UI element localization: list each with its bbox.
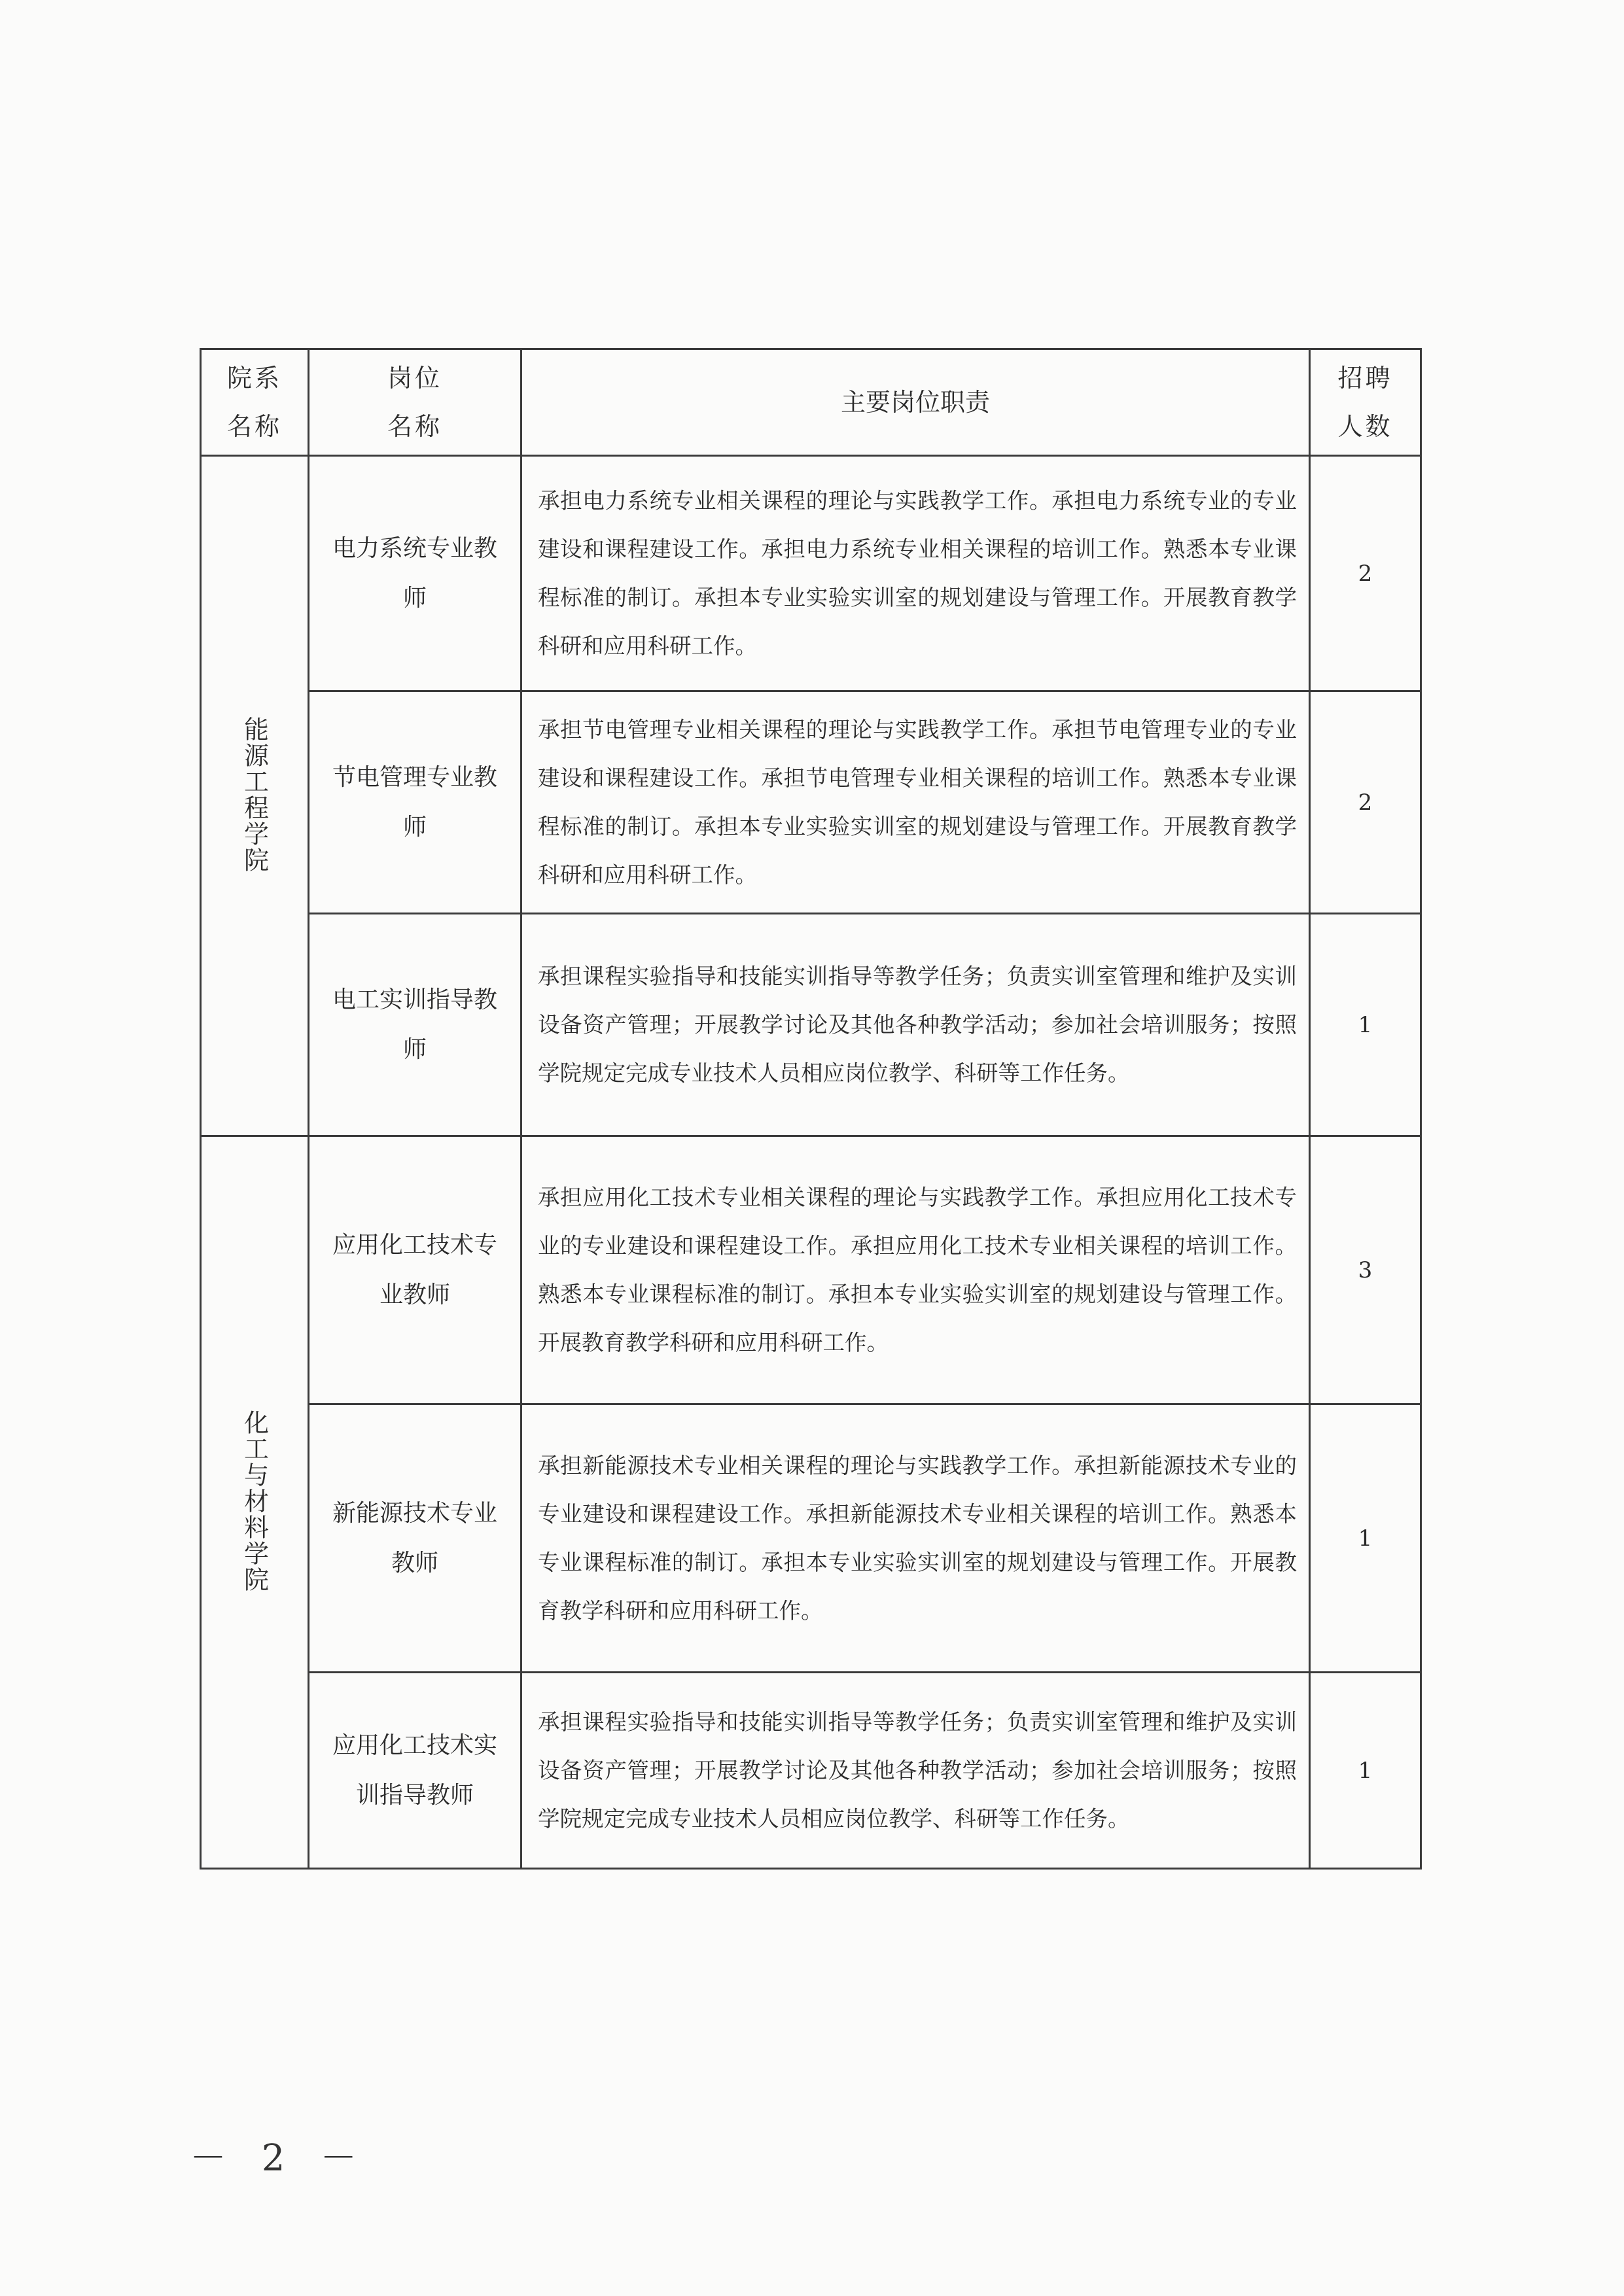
header-dept-line2: 名称 [226,412,282,441]
duty-cell: 承担课程实验指导和技能实训指导等教学任务；负责实训室管理和维护及实训设备资产管理；开展教学讨论及其他各种教学活动；参加社会培训服务；按照学院规定完成专业技术人员相应岗位教学、科研等工作任务。 [521,1673,1310,1869]
header-post [309,349,521,456]
post-cell: 节电管理专业教师 [309,691,521,914]
count-cell: 2 [1310,691,1421,914]
header-count-line2: 人数 [1337,412,1393,441]
count-cell: 2 [1310,456,1421,691]
header-dept [201,349,309,456]
count-cell: 1 [1310,914,1421,1136]
header-post-line1: 岗位 [387,364,442,392]
post-cell: 电工实训指导教师 [309,914,521,1136]
table-row [201,1673,1421,1869]
page-number: － 2 － [190,2137,369,2180]
header-count [1310,349,1421,456]
count-cell: 1 [1310,1404,1421,1673]
table-row [201,456,1421,691]
duty-cell: 承担节电管理专业相关课程的理论与实践教学工作。承担节电管理专业的专业建设和课程建设工作。承担节电管理专业相关课程的培训工作。熟悉本专业课程标准的制订。承担本专业实验实训室的规划建设与管理工作。开展教育教学科研和应用科研工作。 [521,691,1310,914]
duty-cell: 承担课程实验指导和技能实训指导等教学任务；负责实训室管理和维护及实训设备资产管理；开展教学讨论及其他各种教学活动；参加社会培训服务；按照学院规定完成专业技术人员相应岗位教学、科研等工作任务。 [521,914,1310,1136]
table-row [201,914,1421,1136]
duty-cell: 承担新能源技术专业相关课程的理论与实践教学工作。承担新能源技术专业的专业建设和课程建设工作。承担新能源技术专业相关课程的培训工作。熟悉本专业课程标准的制订。承担本专业实验实训室的规划建设与管理工作。开展教育教学科研和应用科研工作。 [521,1404,1310,1673]
dept-name: 化工与材料学院 [239,1409,269,1593]
dept-cell [201,456,309,1136]
table-header-row [201,349,1421,456]
dept-cell [201,1136,309,1869]
duty-cell: 承担应用化工技术专业相关课程的理论与实践教学工作。承担应用化工技术专业的专业建设和课程建设工作。承担应用化工技术专业相关课程的培训工作。熟悉本专业课程标准的制订。承担本专业实验实训室的规划建设与管理工作。开展教育教学科研和应用科研工作。 [521,1136,1310,1404]
recruitment-table [200,348,1422,1870]
header-dept-line1: 院系 [226,364,282,392]
count-cell: 1 [1310,1673,1421,1869]
header-post-line2: 名称 [387,412,442,441]
header-duty-label: 主要岗位职责 [840,388,990,417]
post-cell: 应用化工技术专业教师 [309,1136,521,1404]
header-count-line1: 招聘 [1337,364,1393,392]
post-cell: 电力系统专业教师 [309,456,521,691]
header-duty [521,349,1310,456]
dept-name: 能源工程学院 [239,716,269,873]
table-row [201,1136,1421,1404]
table-row [201,691,1421,914]
post-cell: 新能源技术专业教师 [309,1404,521,1673]
post-cell: 应用化工技术实训指导教师 [309,1673,521,1869]
duty-cell: 承担电力系统专业相关课程的理论与实践教学工作。承担电力系统专业的专业建设和课程建设工作。承担电力系统专业相关课程的培训工作。熟悉本专业课程标准的制订。承担本专业实验实训室的规划建设与管理工作。开展教育教学科研和应用科研工作。 [521,456,1310,691]
table-row [201,1404,1421,1673]
count-cell: 3 [1310,1136,1421,1404]
